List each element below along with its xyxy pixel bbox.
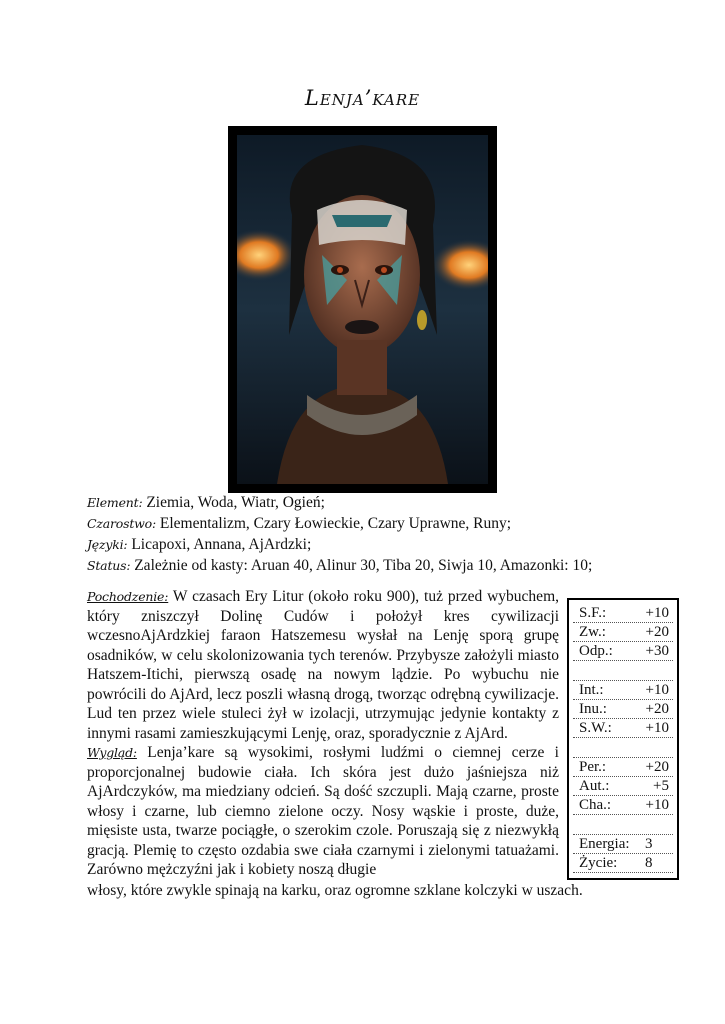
stat-name: Int.: — [579, 682, 604, 698]
stat-value: +10 — [645, 720, 669, 736]
attribute-value: Zależnie od kasty: Aruan 40, Alinur 30, Tiba 20, Siwja 10, Amazonki: 10; — [130, 557, 593, 574]
stats-box — [567, 598, 679, 880]
stat-value: +10 — [645, 605, 669, 621]
stat-name: Per.: — [579, 759, 607, 775]
attribute-row — [87, 534, 647, 555]
attribute-row — [87, 555, 647, 576]
page-title: Lenja’kare — [304, 86, 421, 110]
stat-name: S.W.: — [579, 720, 612, 736]
stat-row — [573, 758, 673, 777]
description — [87, 587, 559, 880]
stat-name: Inu.: — [579, 701, 607, 717]
stat-value: +30 — [645, 643, 669, 659]
attribute-list — [87, 492, 647, 576]
stat-value: 3 — [645, 836, 653, 852]
stat-value: +5 — [653, 778, 669, 794]
stat-row — [573, 700, 673, 719]
stat-name: Odp.: — [579, 643, 613, 659]
portrait-illustration — [237, 135, 488, 484]
attribute-value: Licapoxi, Annana, AjArdzki; — [127, 536, 312, 553]
stat-value: +20 — [645, 759, 669, 775]
attribute-row — [87, 513, 647, 534]
stat-row — [573, 719, 673, 738]
origin-label: Pochodzenie: — [87, 589, 169, 604]
stat-separator — [573, 738, 673, 758]
attribute-label: Języki: — [87, 537, 128, 552]
stat-row — [573, 623, 673, 642]
stat-name: Energia: — [579, 836, 630, 852]
stat-row — [573, 796, 673, 815]
stat-name: Cha.: — [579, 797, 612, 813]
attribute-label: Status: — [87, 558, 131, 573]
stat-separator — [573, 661, 673, 681]
stat-name: Życie: — [579, 855, 618, 871]
stat-row — [573, 777, 673, 796]
stat-value: +20 — [645, 624, 669, 640]
stat-row — [573, 642, 673, 661]
stat-value: +10 — [645, 682, 669, 698]
attribute-label: Element: — [87, 495, 143, 510]
origin-paragraph — [87, 587, 559, 743]
stat-value: +10 — [645, 797, 669, 813]
attribute-value: Elementalizm, Czary Łowieckie, Czary Uprawne, Runy; — [155, 515, 512, 532]
origin-text: W czasach Ery Litur (około roku 900), tuż przed wybuchem, który zniszczył Dolinę Cudów i położył kres cywilizacji wczesnoAjArdzkiej faraon Hatszemesu wysłał na Lenję sporą grupę osadników, w celu skolonizowania tych terenów. Przybysze założyli miasto Hatszem-Itichi, pierwszą osadę na nowym lądzie. Po wybuchu nie powrócili do AjArd, lecz poszli własną drogą, tworząc odrębną cywilizacje. Lud ten przez wiele stuleci żył w izolacji, utrzymując jedynie kontakty z innymi rasami zamieszkującymi Lenję, oraz, sporadycznie z AjArd. — [87, 588, 559, 742]
attribute-label: Czarostwo: — [87, 516, 156, 531]
stat-name: Aut.: — [579, 778, 610, 794]
appearance-label: Wygląd: — [87, 745, 137, 760]
stat-value: +20 — [645, 701, 669, 717]
stat-row — [573, 681, 673, 700]
character-portrait — [228, 126, 497, 493]
stat-separator — [573, 815, 673, 835]
appearance-last-line: włosy, które zwykle spinają na karku, oraz ogromne szklane kolczyki w uszach. — [87, 882, 583, 899]
stat-row — [573, 604, 673, 623]
attribute-row — [87, 492, 647, 513]
appearance-paragraph — [87, 743, 559, 880]
stat-name: S.F.: — [579, 605, 607, 621]
appearance-text: Lenja’kare są wysokimi, rosłymi ludźmi o ciemnej cerze i proporcjonalnej budowie ciała. Ich skóra jest dużo jaśniejsza niż AjArdczyków, ma miedziany odcień. Są dość szczupli. Mają czarne, proste włosy i czarne, lub ciemno zielone oczy. Nosy wąskie i proste, duże, mięsiste usta, twarze pociągłe, o szerokim czole. Poruszają się z niezwykłą gracją. Plemię to często ozdabia swe ciała czarnymi i zielonymi tatuażami. Zarówno mężczyźni jak i kobiety noszą długie — [87, 744, 559, 878]
attribute-value: Ziemia, Woda, Wiatr, Ogień; — [142, 494, 325, 511]
stat-row — [573, 854, 673, 873]
stat-name: Zw.: — [579, 624, 606, 640]
stat-row — [573, 835, 673, 854]
stat-value: 8 — [645, 855, 653, 871]
